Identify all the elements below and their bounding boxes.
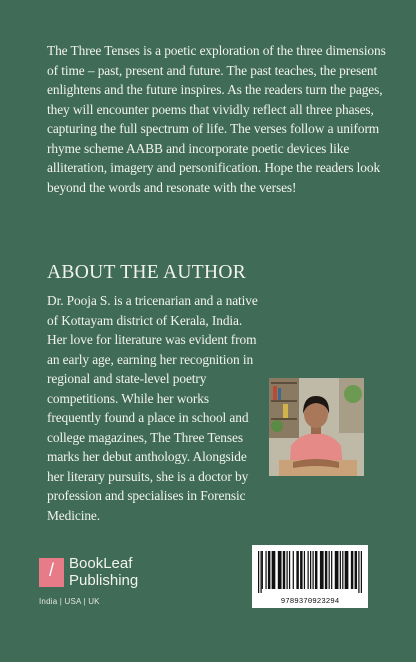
barcode-bar — [325, 551, 327, 589]
barcode-bar — [268, 551, 270, 589]
barcode-bars — [258, 551, 362, 593]
barcode-bar — [345, 551, 349, 589]
publisher-regions: India | USA | UK — [39, 597, 100, 606]
barcode-guard-bar — [358, 551, 359, 593]
publisher-name — [69, 555, 138, 589]
barcode-bar — [272, 551, 276, 589]
barcode-bar — [351, 551, 353, 589]
barcode-bar — [265, 551, 266, 589]
publisher-name-line1: BookLeaf — [69, 555, 133, 572]
barcode-bar — [342, 551, 343, 589]
barcode-bar — [283, 551, 285, 589]
book-blurb: The Three Tenses is a poetic exploration of the three dimensions of time – past, present and future. The past teaches, the present enlightens and the future inspires. As the readers turn the pages, they will encounter poems that vividly reflect all three phases, capturing the full spectrum of life. The verses follow a uniform rhyme scheme AABB and incorporate poetic devices like alliteration, imagery and personification. Hope the readers look beyond the words and resonate with the verses! — [47, 43, 386, 195]
barcode-bar — [289, 551, 290, 589]
barcode-bar — [286, 551, 287, 589]
barcode-bar — [335, 551, 339, 589]
barcode-bar — [304, 551, 305, 589]
barcode-bar — [320, 551, 324, 589]
barcode-bar — [310, 551, 311, 589]
barcode-bar — [312, 551, 313, 589]
barcode-bar — [300, 551, 302, 589]
author-bio: Dr. Pooja S. is a tricenarian and a native of Kottayam district of Kerala, India. Her love for literature was evident from an early age, earning her recognition in regional and state-level poetry competitions. While her works frequently found a place in school and college magazines, The Three Tenses marks her debut anthology. Alongside her literary pursuits, she is a doctor by profession and specialises in Forensic Medicine. — [47, 293, 258, 523]
barcode-bar — [315, 551, 317, 589]
barcode-bar — [262, 551, 263, 589]
isbn-number: 9789370923294 — [280, 598, 340, 606]
barcode-bar — [308, 551, 309, 589]
barcode-bar — [296, 551, 298, 589]
barcode-bar — [331, 551, 332, 589]
barcode-bar — [278, 551, 282, 589]
barcode-guard-bar — [361, 551, 362, 593]
publisher-logo-icon — [39, 558, 64, 587]
publisher-name-line2: Publishing — [69, 572, 139, 589]
barcode-bar — [355, 551, 357, 589]
barcode-guard-bar — [258, 551, 259, 593]
isbn-barcode — [252, 545, 368, 608]
barcode-guard-bar — [260, 551, 261, 593]
about-author-heading: ABOUT THE AUTHOR — [47, 262, 247, 283]
barcode-bar — [329, 551, 330, 589]
author-photo — [269, 378, 364, 476]
barcode-bar — [340, 551, 341, 589]
publisher-logo-glyph: / — [48, 560, 54, 580]
barcode-bar — [293, 551, 294, 589]
